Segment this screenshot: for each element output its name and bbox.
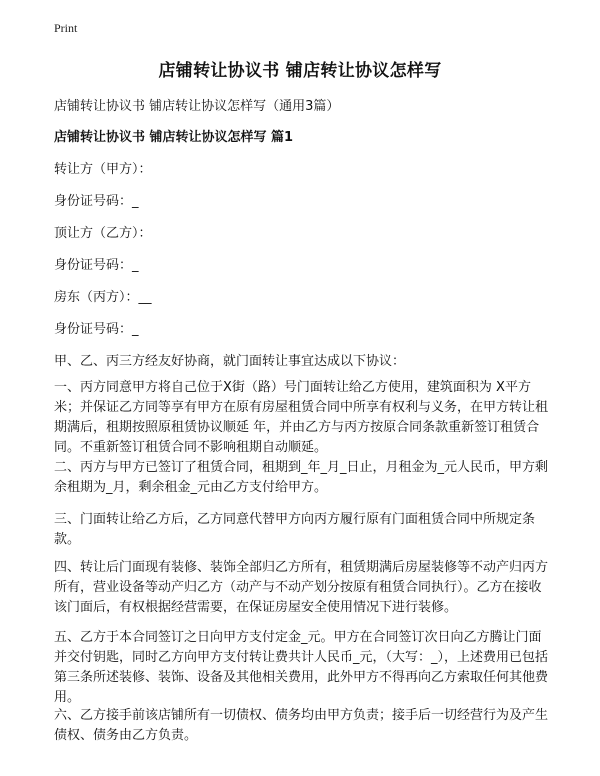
clause-3: 三、门面转让给乙方后，乙方同意代替甲方向丙方履行原有门面租赁合同中所规定条款。 bbox=[54, 512, 536, 547]
field-transferee-id: 身份证号码：_ bbox=[54, 258, 139, 273]
section-heading: 店铺转让协议书 铺店转让协议怎样写 篇1 bbox=[54, 130, 294, 145]
print-link[interactable]: Print bbox=[54, 21, 78, 35]
document-title: 店铺转让协议书 铺店转让协议怎样写 bbox=[158, 61, 442, 81]
field-transferor: 转让方（甲方）： bbox=[54, 162, 152, 177]
clause-1: 一、丙方同意甲方将自己位于X街（路）号门面转让给乙方使用，建筑面积为 X平方米；并保证乙方同等享有甲方在原有房屋租赁合同中所享有权利与义务，在甲方转让租期满后，租期按照原租赁协议顺延 年，并由乙方与丙方按原合同条款重新签订租赁合同。不重新签订租赁合同不影响租期自动顺延。 bbox=[54, 380, 549, 455]
field-landlord: 房东（丙方）：__ bbox=[54, 290, 152, 305]
field-transferor-id: 身份证号码：_ bbox=[54, 194, 139, 209]
clause-4: 四、转让后门面现有装修、装饰全部归乙方所有，租赁期满后房屋装修等不动产归丙方所有，营业设备等动产归乙方（动产与不动产划分按原有租赁合同执行）。乙方在接收该门面后，有权根据经营需要，在保证房屋安全使用情况下进行装修。 bbox=[54, 560, 549, 615]
field-landlord-id: 身份证号码：_ bbox=[54, 322, 139, 337]
field-transferee: 顶让方（乙方）： bbox=[54, 226, 152, 241]
agreement-intro: 甲、乙、丙三方经友好协商，就门面转让事宜达成以下协议： bbox=[54, 354, 406, 369]
clause-5: 五、乙方于本合同签订之日向甲方支付定金_元。甲方在合同签订次日向乙方腾让门面并交付钥匙，同时乙方向甲方支付转让费共计人民币_元，（大写：_），上述费用已包括第三条所述装修、装饰、设备及其他相关费用，此外甲方不得再向乙方索取任何其他费用。 bbox=[54, 630, 549, 705]
document-subtitle: 店铺转让协议书 铺店转让协议怎样写（通用3篇） bbox=[54, 99, 340, 114]
clause-2: 二、丙方与甲方已签订了租赁合同，租期到_年_月_日止，月租金为_元人民币，甲方剩余租期为_月，剩余租金_元由乙方支付给甲方。 bbox=[54, 460, 549, 495]
clause-6: 六、乙方接手前该店铺所有一切债权、债务均由甲方负责；接手后一切经营行为及产生债权、债务由乙方负责。 bbox=[54, 708, 549, 743]
